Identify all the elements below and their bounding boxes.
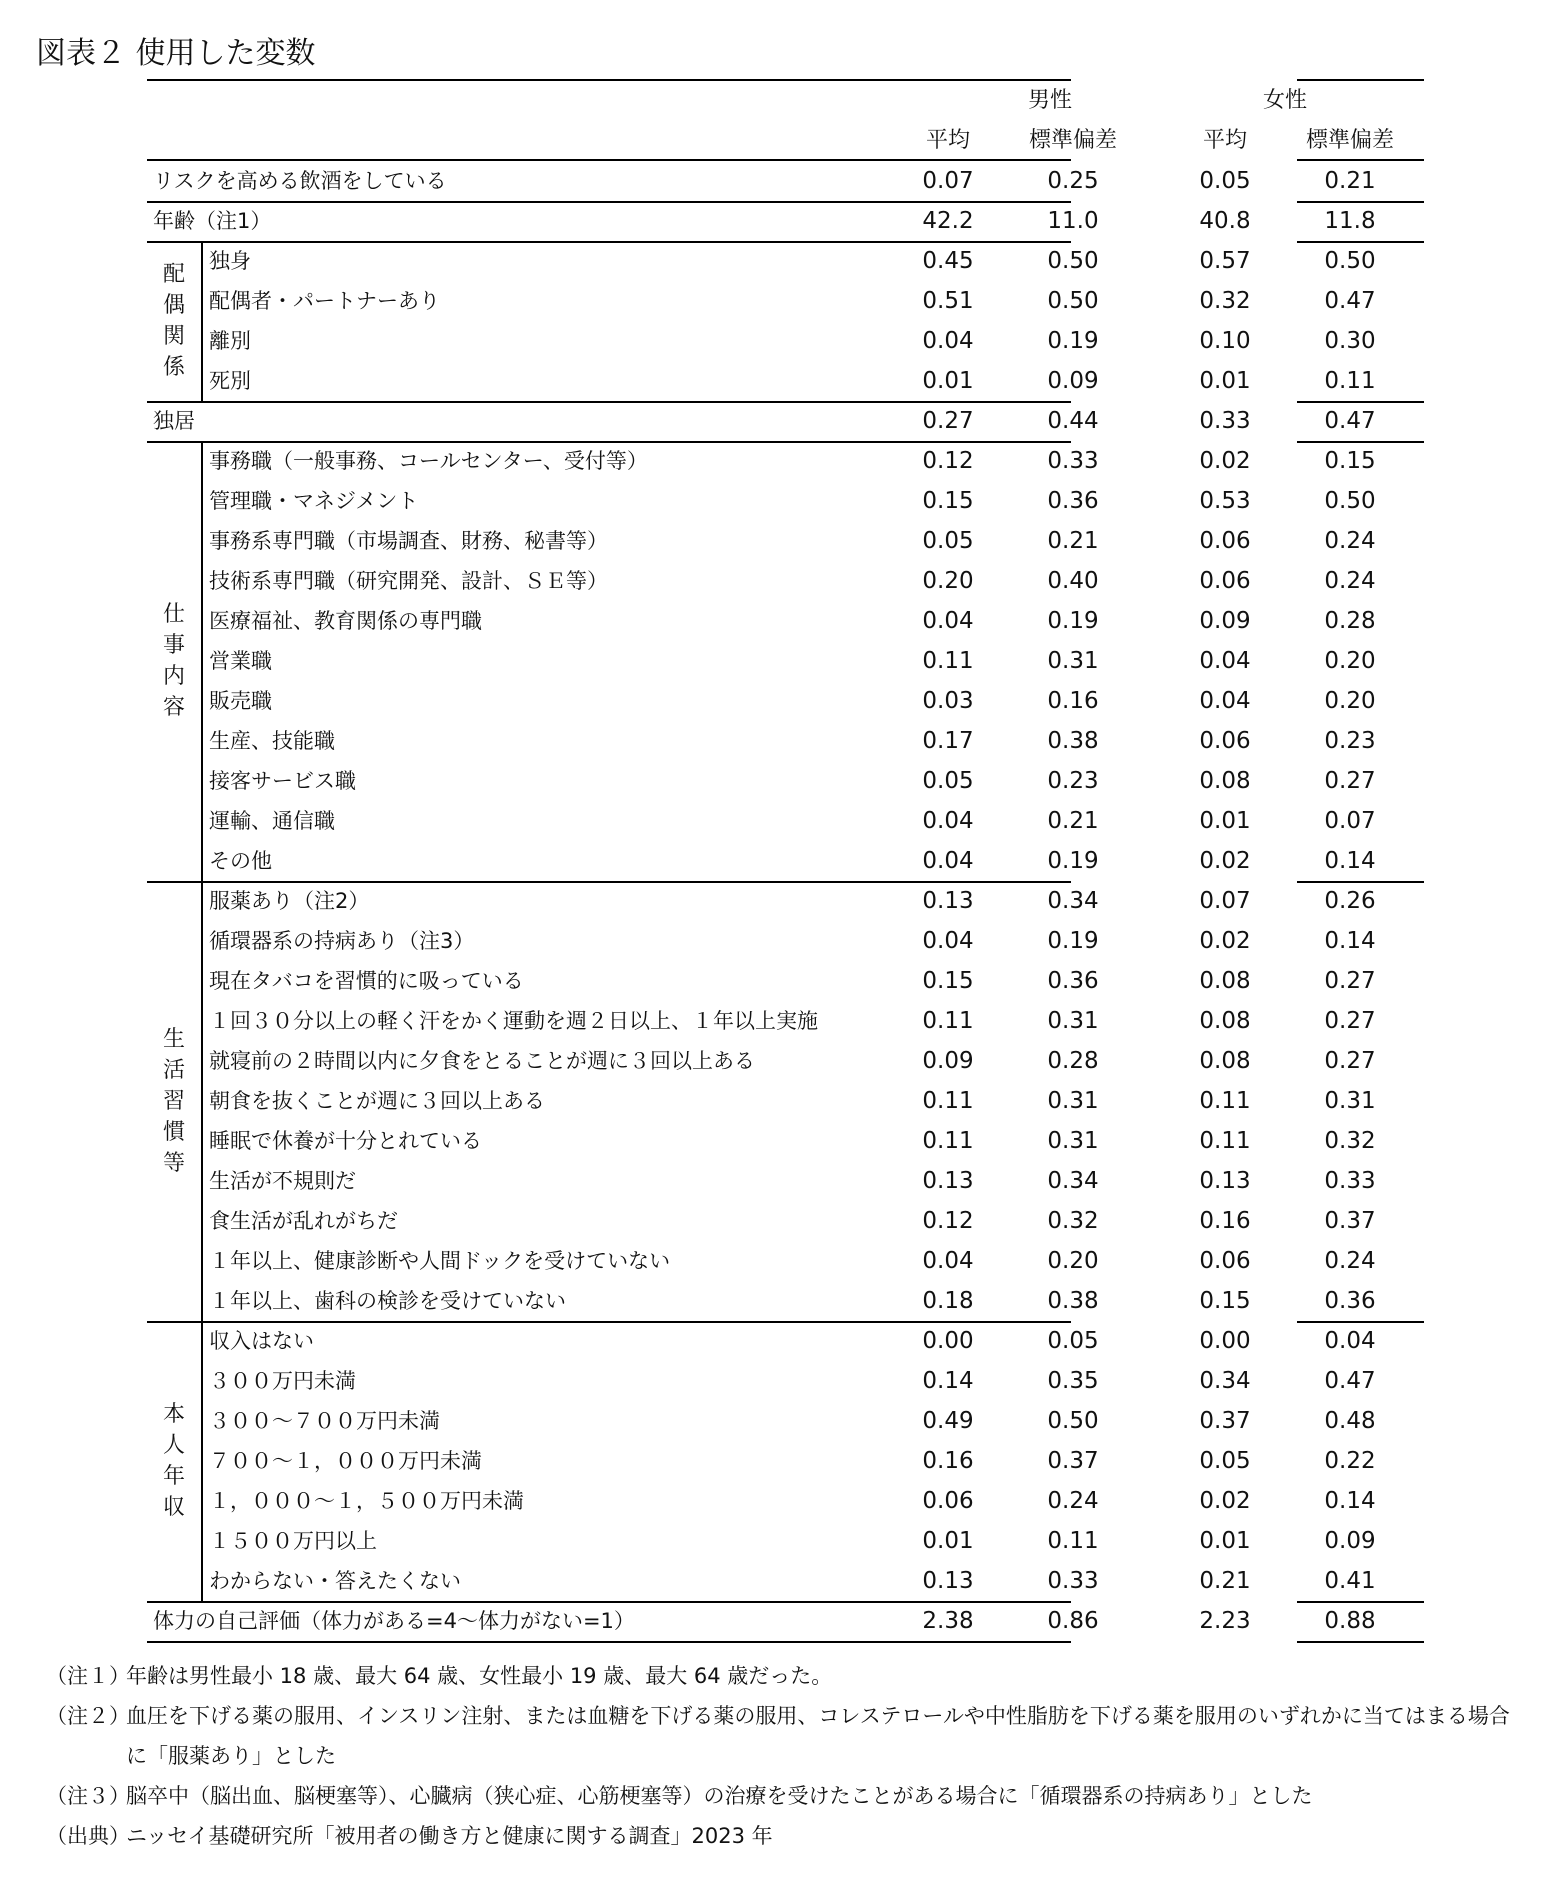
female-mean-value: 0.08 (1199, 968, 1251, 994)
row-label: リスクを高める飲酒をしている (153, 169, 447, 193)
male-sd-value: 0.19 (1047, 328, 1099, 354)
row-label: 運輸、通信職 (209, 809, 335, 833)
footnote (46, 1656, 1526, 1696)
group-label-char: 活 (162, 1057, 185, 1083)
male-mean-value: 0.06 (922, 1488, 974, 1514)
male-mean-value: 0.04 (922, 328, 974, 354)
female-mean-value: 40.8 (1199, 208, 1251, 234)
female-sd-value: 0.14 (1324, 928, 1376, 954)
male-sd-value: 0.31 (1047, 1088, 1099, 1114)
row-label: １，０００～１，５００万円未満 (209, 1489, 524, 1513)
group-label (147, 1399, 201, 1523)
female-sd-value: 0.24 (1324, 568, 1376, 594)
row-label: 営業職 (209, 649, 272, 673)
female-sd-value: 0.28 (1324, 608, 1376, 634)
male-sd-value: 0.25 (1047, 168, 1099, 194)
male-sd-value: 0.20 (1047, 1248, 1099, 1274)
row-label: 収入はない (209, 1329, 314, 1353)
female-sd-value: 0.88 (1324, 1608, 1376, 1634)
male-sd-value: 0.38 (1047, 1288, 1099, 1314)
row-label: 事務系専門職（市場調査、財務、秘書等） (209, 529, 608, 553)
top-rule-left (147, 79, 1071, 81)
male-sd-value: 0.50 (1047, 1408, 1099, 1434)
row-label: ３００～７００万円未満 (209, 1409, 440, 1433)
male-sd-value: 0.50 (1047, 248, 1099, 274)
female-mean-value: 0.06 (1199, 528, 1251, 554)
male-sd-value: 0.31 (1047, 648, 1099, 674)
female-mean-value: 0.33 (1199, 408, 1251, 434)
male-mean-value: 0.07 (922, 168, 974, 194)
row-label: 事務職（一般事務、コールセンター、受付等） (209, 449, 648, 473)
male-sd-value: 0.38 (1047, 728, 1099, 754)
female-sd-value: 0.24 (1324, 1248, 1376, 1274)
male-mean-value: 0.04 (922, 848, 974, 874)
male-mean-value: 0.18 (922, 1288, 974, 1314)
male-mean-value: 0.12 (922, 448, 974, 474)
female-mean-value: 0.01 (1199, 1528, 1251, 1554)
female-sd-value: 0.15 (1324, 448, 1376, 474)
female-sd-value: 0.24 (1324, 528, 1376, 554)
group-label-char: 習 (162, 1088, 185, 1114)
variables-table (147, 79, 1424, 1654)
male-mean-value: 0.00 (922, 1328, 974, 1354)
row-label: わからない・答えたくない (209, 1569, 461, 1593)
female-sd-value: 0.41 (1324, 1568, 1376, 1594)
row-label: 配偶者・パートナーあり (209, 289, 440, 313)
female-sd-value: 0.04 (1324, 1328, 1376, 1354)
male-sd-value: 0.35 (1047, 1368, 1099, 1394)
female-sd-value: 0.14 (1324, 1488, 1376, 1514)
female-sd-value: 0.20 (1324, 648, 1376, 674)
male-sd-value: 0.16 (1047, 688, 1099, 714)
female-mean-value: 0.11 (1199, 1088, 1251, 1114)
section-rule-left (147, 1641, 1071, 1643)
group-label-char: 偶 (162, 293, 185, 318)
male-sd-value: 0.19 (1047, 928, 1099, 954)
female-sd-value: 0.31 (1324, 1088, 1376, 1114)
male-sd-value: 0.44 (1047, 408, 1099, 434)
female-mean-value: 0.08 (1199, 1008, 1251, 1034)
group-label-char: 収 (162, 1495, 185, 1520)
female-sd-value: 0.23 (1324, 728, 1376, 754)
group-label-char: 容 (162, 695, 185, 720)
footnote-key: （注３） (46, 1784, 130, 1808)
female-mean-value: 0.05 (1199, 1448, 1251, 1474)
female-mean-value: 0.02 (1199, 1488, 1251, 1514)
footnote-key: （注１） (46, 1664, 130, 1688)
female-mean-value: 0.02 (1199, 848, 1251, 874)
male-mean-value: 0.03 (922, 688, 974, 714)
row-label: １５００万円以上 (209, 1529, 377, 1553)
female-sd-value: 0.50 (1324, 488, 1376, 514)
female-sd-value: 0.27 (1324, 968, 1376, 994)
top-rule-right (1297, 79, 1424, 81)
group-divider (201, 881, 203, 1321)
female-mean-value: 0.06 (1199, 1248, 1251, 1274)
header-male: 男性 (1027, 88, 1072, 113)
figure-title: 図表２ 使用した変数 (36, 36, 316, 71)
female-sd-value: 0.33 (1324, 1168, 1376, 1194)
male-mean-value: 0.11 (922, 648, 974, 674)
female-mean-value: 0.04 (1199, 648, 1251, 674)
footnote (46, 1696, 1526, 1776)
male-sd-value: 0.40 (1047, 568, 1099, 594)
male-mean-value: 0.05 (922, 528, 974, 554)
group-divider (201, 441, 203, 881)
group-label (147, 599, 201, 723)
female-sd-value: 0.09 (1324, 1528, 1376, 1554)
footnote-text: 年齢は男性最小 18 歳、最大 64 歳、女性最小 19 歳、最大 64 歳だった。 (126, 1664, 833, 1688)
group-label-char: 仕 (162, 602, 185, 627)
group-label-char: 等 (162, 1150, 185, 1176)
male-sd-value: 0.32 (1047, 1208, 1099, 1234)
row-label: 服薬あり（注2） (209, 889, 370, 913)
male-sd-value: 0.11 (1047, 1528, 1099, 1554)
male-sd-value: 0.36 (1047, 488, 1099, 514)
footnote (46, 1776, 1526, 1816)
female-sd-value: 0.30 (1324, 328, 1376, 354)
male-mean-value: 0.13 (922, 1168, 974, 1194)
row-label: 現在タバコを習慣的に吸っている (209, 969, 524, 993)
group-label-char: 本 (162, 1402, 185, 1427)
row-label: 体力の自己評価（体力がある=4～体力がない=1） (153, 1609, 635, 1633)
male-sd-value: 0.28 (1047, 1048, 1099, 1074)
female-sd-value: 11.8 (1324, 208, 1376, 234)
female-sd-value: 0.14 (1324, 848, 1376, 874)
male-mean-value: 0.15 (922, 488, 974, 514)
female-sd-value: 0.26 (1324, 888, 1376, 914)
male-sd-value: 0.33 (1047, 1568, 1099, 1594)
row-label: 就寝前の２時間以内に夕食をとることが週に３回以上ある (209, 1049, 755, 1073)
male-sd-value: 0.21 (1047, 528, 1099, 554)
header-male-mean: 平均 (925, 128, 970, 153)
row-label: 死別 (209, 369, 251, 393)
group-label-char: 事 (162, 633, 185, 658)
row-label: ３００万円未満 (209, 1369, 356, 1393)
male-mean-value: 0.11 (922, 1088, 974, 1114)
female-mean-value: 0.05 (1199, 168, 1251, 194)
female-mean-value: 0.08 (1199, 768, 1251, 794)
male-sd-value: 11.0 (1047, 208, 1099, 234)
row-label: 食生活が乱れがちだ (209, 1209, 398, 1233)
group-divider (201, 241, 203, 401)
row-label: 年齢（注1） (153, 209, 272, 233)
male-sd-value: 0.31 (1047, 1128, 1099, 1154)
male-mean-value: 0.27 (922, 408, 974, 434)
female-mean-value: 0.07 (1199, 888, 1251, 914)
male-mean-value: 0.20 (922, 568, 974, 594)
male-mean-value: 0.51 (922, 288, 974, 314)
male-sd-value: 0.05 (1047, 1328, 1099, 1354)
female-sd-value: 0.47 (1324, 288, 1376, 314)
male-mean-value: 0.14 (922, 1368, 974, 1394)
female-sd-value: 0.50 (1324, 248, 1376, 274)
female-mean-value: 0.34 (1199, 1368, 1251, 1394)
section-rule-right (1297, 1641, 1424, 1643)
footnote-text: ニッセイ基礎研究所「被用者の働き方と健康に関する調査」2023 年 (126, 1824, 773, 1848)
male-sd-value: 0.09 (1047, 368, 1099, 394)
footnote-key: （出典） (46, 1824, 130, 1848)
row-label: 生産、技能職 (209, 729, 335, 753)
male-sd-value: 0.23 (1047, 768, 1099, 794)
group-label (147, 1024, 201, 1179)
male-sd-value: 0.31 (1047, 1008, 1099, 1034)
female-mean-value: 0.57 (1199, 248, 1251, 274)
female-sd-value: 0.27 (1324, 1008, 1376, 1034)
female-mean-value: 0.10 (1199, 328, 1251, 354)
group-label-char: 人 (162, 1433, 185, 1458)
male-sd-value: 0.34 (1047, 1168, 1099, 1194)
male-mean-value: 42.2 (922, 208, 974, 234)
male-sd-value: 0.21 (1047, 808, 1099, 834)
female-mean-value: 0.06 (1199, 728, 1251, 754)
female-mean-value: 0.02 (1199, 448, 1251, 474)
group-divider (201, 1321, 203, 1601)
female-mean-value: 0.04 (1199, 688, 1251, 714)
female-mean-value: 0.53 (1199, 488, 1251, 514)
male-mean-value: 0.11 (922, 1128, 974, 1154)
group-label-char: 生 (162, 1026, 185, 1052)
header-female: 女性 (1262, 88, 1307, 113)
female-mean-value: 0.01 (1199, 808, 1251, 834)
row-label: ７００～１，０００万円未満 (209, 1449, 482, 1473)
female-mean-value: 0.21 (1199, 1568, 1251, 1594)
female-mean-value: 0.08 (1199, 1048, 1251, 1074)
male-sd-value: 0.86 (1047, 1608, 1099, 1634)
footnote-text: 血圧を下げる薬の服用、インスリン注射、または血糖を下げる薬の服用、コレステロールや中性脂肪を下げる薬を服用のいずれかに当てはまる場合に「服薬あり」とした (126, 1704, 1510, 1768)
group-label (147, 259, 201, 383)
row-label: 離別 (209, 329, 251, 353)
row-label: 医療福祉、教育関係の専門職 (209, 609, 482, 633)
row-label: 接客サービス職 (209, 769, 356, 793)
group-label-char: 年 (162, 1464, 185, 1489)
row-label: 技術系専門職（研究開発、設計、ＳＥ等） (209, 569, 608, 593)
male-mean-value: 0.09 (922, 1048, 974, 1074)
row-label: その他 (209, 849, 272, 873)
female-mean-value: 0.01 (1199, 368, 1251, 394)
male-mean-value: 0.13 (922, 1568, 974, 1594)
header-male-sd: 標準偏差 (1028, 128, 1117, 153)
header-female-sd: 標準偏差 (1305, 128, 1394, 153)
male-mean-value: 0.01 (922, 1528, 974, 1554)
female-mean-value: 2.23 (1199, 1608, 1251, 1634)
female-mean-value: 0.00 (1199, 1328, 1251, 1354)
row-label: １年以上、歯科の検診を受けていない (209, 1289, 566, 1313)
male-mean-value: 0.04 (922, 928, 974, 954)
female-mean-value: 0.32 (1199, 288, 1251, 314)
male-mean-value: 0.45 (922, 248, 974, 274)
male-mean-value: 0.04 (922, 608, 974, 634)
male-mean-value: 0.01 (922, 368, 974, 394)
female-sd-value: 0.36 (1324, 1288, 1376, 1314)
female-mean-value: 0.02 (1199, 928, 1251, 954)
female-sd-value: 0.47 (1324, 1368, 1376, 1394)
footnote (46, 1816, 1526, 1856)
group-label-char: 慣 (162, 1119, 185, 1145)
male-mean-value: 0.12 (922, 1208, 974, 1234)
male-mean-value: 0.05 (922, 768, 974, 794)
female-sd-value: 0.27 (1324, 768, 1376, 794)
female-sd-value: 0.37 (1324, 1208, 1376, 1234)
female-sd-value: 0.21 (1324, 168, 1376, 194)
female-sd-value: 0.32 (1324, 1128, 1376, 1154)
row-label: 睡眠で休養が十分とれている (209, 1129, 482, 1153)
male-mean-value: 0.13 (922, 888, 974, 914)
group-label-char: 配 (162, 262, 185, 287)
female-sd-value: 0.48 (1324, 1408, 1376, 1434)
female-sd-value: 0.22 (1324, 1448, 1376, 1474)
male-mean-value: 0.17 (922, 728, 974, 754)
female-sd-value: 0.47 (1324, 408, 1376, 434)
female-mean-value: 0.13 (1199, 1168, 1251, 1194)
male-mean-value: 2.38 (922, 1608, 974, 1634)
group-label-char: 内 (162, 664, 185, 689)
group-label-char: 関 (162, 324, 185, 349)
row-label: 朝食を抜くことが週に３回以上ある (209, 1089, 545, 1113)
male-sd-value: 0.37 (1047, 1448, 1099, 1474)
female-mean-value: 0.15 (1199, 1288, 1251, 1314)
male-sd-value: 0.19 (1047, 848, 1099, 874)
male-mean-value: 0.11 (922, 1008, 974, 1034)
male-sd-value: 0.24 (1047, 1488, 1099, 1514)
male-sd-value: 0.19 (1047, 608, 1099, 634)
female-mean-value: 0.37 (1199, 1408, 1251, 1434)
male-mean-value: 0.16 (922, 1448, 974, 1474)
header-female-mean: 平均 (1202, 128, 1247, 153)
row-label: 生活が不規則だ (209, 1169, 356, 1193)
footnotes (46, 1656, 1526, 1856)
male-mean-value: 0.04 (922, 1248, 974, 1274)
male-sd-value: 0.36 (1047, 968, 1099, 994)
female-sd-value: 0.11 (1324, 368, 1376, 394)
male-mean-value: 0.15 (922, 968, 974, 994)
male-sd-value: 0.33 (1047, 448, 1099, 474)
male-sd-value: 0.34 (1047, 888, 1099, 914)
female-mean-value: 0.09 (1199, 608, 1251, 634)
row-label: 独身 (209, 249, 251, 273)
female-sd-value: 0.20 (1324, 688, 1376, 714)
row-label: １回３０分以上の軽く汗をかく運動を週２日以上、１年以上実施 (209, 1009, 818, 1033)
male-mean-value: 0.49 (922, 1408, 974, 1434)
female-mean-value: 0.06 (1199, 568, 1251, 594)
row-label: １年以上、健康診断や人間ドックを受けていない (209, 1249, 671, 1273)
row-label: 販売職 (209, 689, 272, 713)
footnote-text: 脳卒中（脳出血、脳梗塞等）、心臓病（狭心症、心筋梗塞等）の治療を受けたことがある場合に「循環器系の持病あり」とした (126, 1784, 1313, 1808)
group-label-char: 係 (162, 355, 185, 380)
female-sd-value: 0.27 (1324, 1048, 1376, 1074)
row-label: 管理職・マネジメント (209, 489, 419, 513)
footnote-key: （注２） (46, 1704, 130, 1728)
row-label: 循環器系の持病あり（注3） (209, 929, 475, 953)
female-mean-value: 0.11 (1199, 1128, 1251, 1154)
male-mean-value: 0.04 (922, 808, 974, 834)
row-label: 独居 (153, 409, 195, 433)
male-sd-value: 0.50 (1047, 288, 1099, 314)
female-sd-value: 0.07 (1324, 808, 1376, 834)
female-mean-value: 0.16 (1199, 1208, 1251, 1234)
